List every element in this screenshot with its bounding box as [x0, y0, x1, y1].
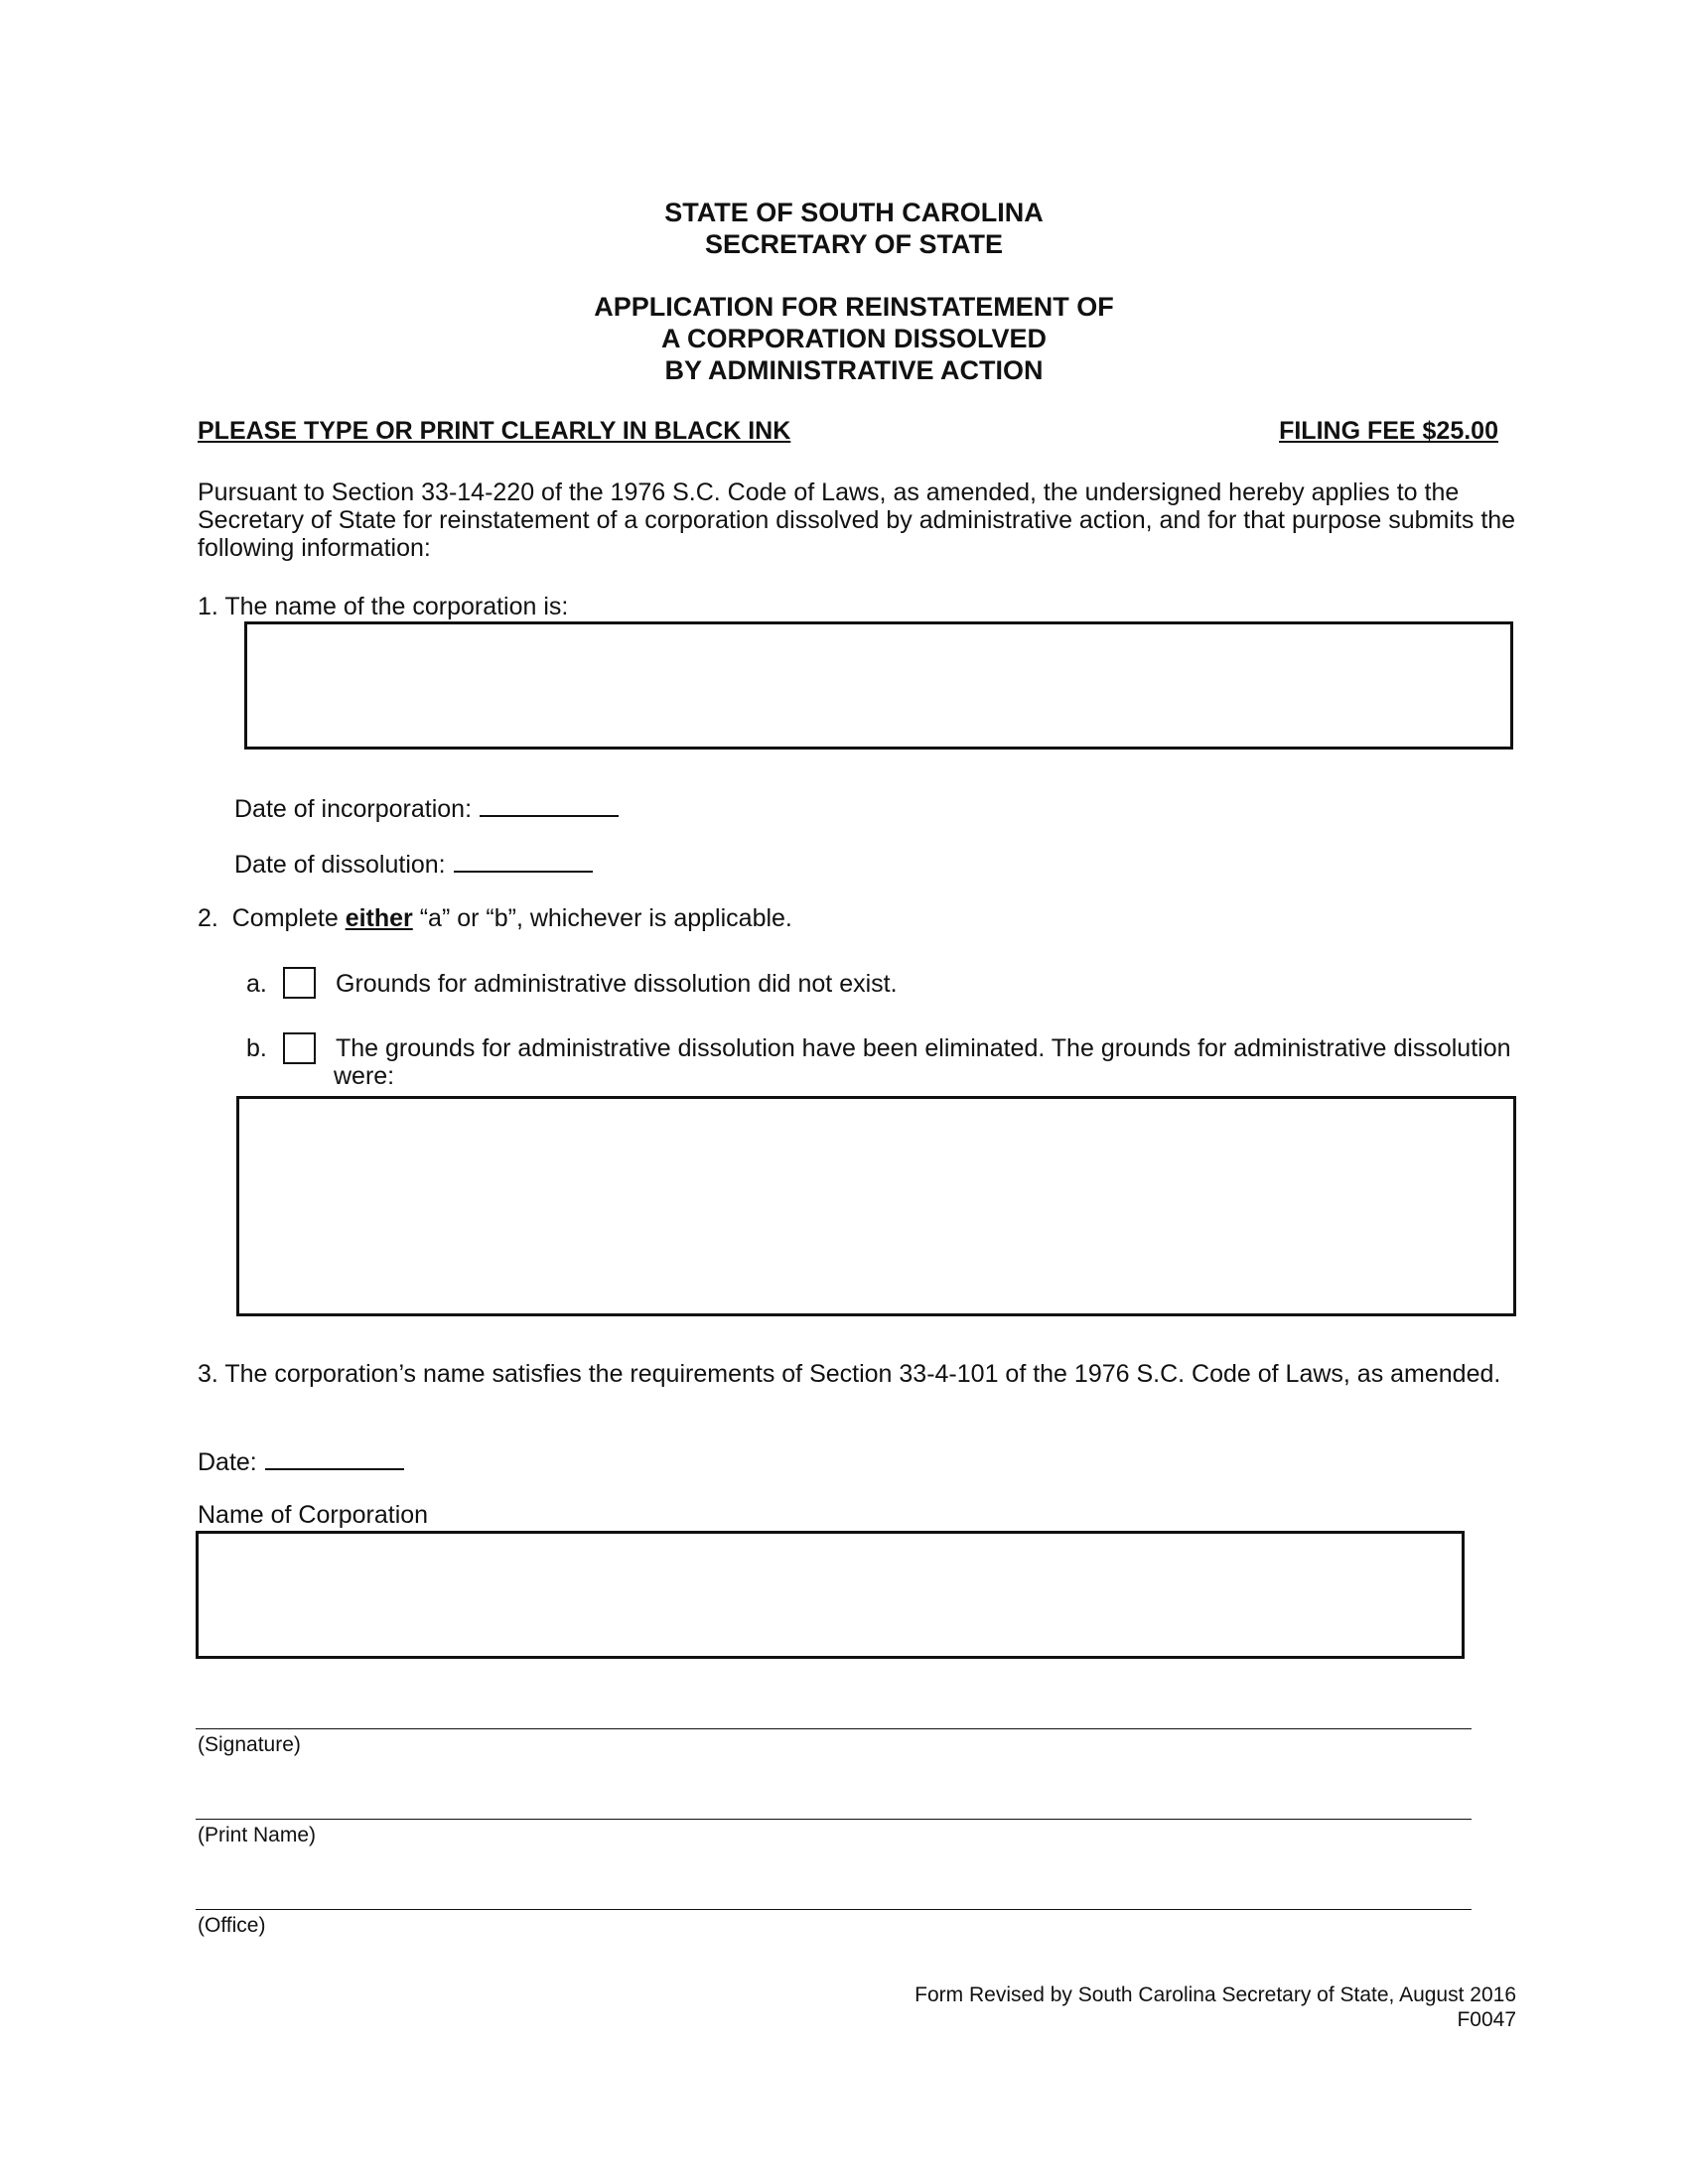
dissolution-grounds-field[interactable]: [236, 1096, 1516, 1316]
date-dissolution-label: Date of dissolution:: [234, 851, 446, 879]
option-b-text-line2: were:: [334, 1062, 395, 1090]
office-label: (Office): [198, 1914, 266, 1937]
form-title-line2: A CORPORATION DISSOLVED: [660, 324, 1048, 353]
form-title-line3: BY ADMINISTRATIVE ACTION: [664, 355, 1044, 385]
filing-fee: FILING FEE $25.00: [1279, 417, 1498, 445]
item2-emphasis: either: [345, 904, 413, 932]
corp-name-label: Name of Corporation: [198, 1501, 429, 1529]
option-b-checkbox[interactable]: [283, 1032, 316, 1064]
date-field[interactable]: [265, 1444, 404, 1470]
item1-label: 1. The name of the corporation is:: [198, 593, 569, 620]
corporation-name-field[interactable]: [244, 621, 1513, 750]
date-incorporation-row: [234, 791, 619, 824]
print-name-line[interactable]: [196, 1819, 1472, 1820]
item2-suffix: “a” or “b”, whichever is applicable.: [412, 904, 792, 932]
signature-line[interactable]: [196, 1728, 1472, 1729]
option-b-text-line1: The grounds for administrative dissolution have been eliminated. The grounds for administrative dissolution: [336, 1034, 1511, 1062]
date-row: [198, 1444, 404, 1477]
intro-line1: Pursuant to Section 33-14-220 of the 1976 S.C. Code of Laws, as amended, the undersigned hereby applies to the: [198, 478, 1460, 506]
item2-prefix: 2. Complete: [198, 904, 346, 932]
item3-text: 3. The corporation’s name satisfies the requirements of Section 33-4-101 of the 1976 S.C. Code of Laws, as amended.: [198, 1360, 1501, 1388]
option-b-letter: b.: [246, 1034, 267, 1062]
signature-label: (Signature): [198, 1733, 301, 1756]
intro-line3: following information:: [198, 534, 431, 562]
state-heading: STATE OF SOUTH CAROLINA: [664, 198, 1044, 227]
office-heading: SECRETARY OF STATE: [704, 229, 1004, 259]
date-dissolution-row: [234, 847, 593, 880]
intro-line2: Secretary of State for reinstatement of a corporation dissolved by administrative action, and for that purpose submits the: [198, 506, 1516, 534]
instructions-text: PLEASE TYPE OR PRINT CLEARLY IN BLACK INK: [198, 417, 791, 445]
form-title-line1: APPLICATION FOR REINSTATEMENT OF: [594, 292, 1114, 322]
footer-form-id: F0047: [1457, 2008, 1516, 2031]
footer-revised: Form Revised by South Carolina Secretary of State, August 2016: [914, 1983, 1516, 2006]
date-incorporation-label: Date of incorporation:: [234, 795, 473, 823]
signature-corporation-name-field[interactable]: [196, 1531, 1465, 1659]
print-name-label: (Print Name): [198, 1824, 317, 1846]
date-incorporation-field[interactable]: [480, 791, 619, 817]
office-line[interactable]: [196, 1909, 1472, 1910]
option-a-checkbox[interactable]: [283, 967, 316, 999]
option-a-text: Grounds for administrative dissolution did not exist.: [336, 970, 898, 998]
date-label: Date:: [198, 1448, 257, 1476]
date-dissolution-field[interactable]: [454, 847, 593, 873]
item2-label: [198, 904, 792, 933]
option-a-letter: a.: [246, 970, 267, 998]
